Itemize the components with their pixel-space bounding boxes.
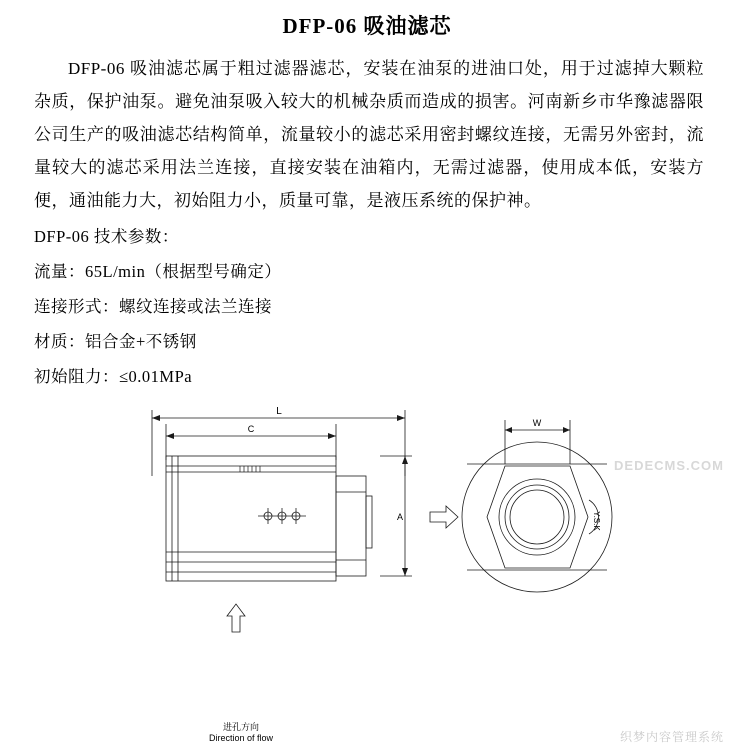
flow-direction-en: Direction of flow: [208, 733, 274, 743]
spec-material: 材质：铝合金+不锈钢: [34, 332, 197, 351]
dim-label-A: A: [396, 512, 404, 522]
intro-paragraph: DFP-06 吸油滤芯属于粗过滤器滤芯，安装在油泵的进油口处，用于过滤掉大颗粒杂质，保护油泵。避免油泵吸入较大的机械杂质而造成的损害。河南新乡市华豫滤器限公司生产的吸油滤芯结构简单，流量较小的滤芯采用密封螺纹连接，无需另外密封，流量较大的滤芯采用法兰连接，直接安装在油箱内，无需过滤器，使用成本低，安装方便，通油能力大，初始阻力小，质量可靠，是液压系统的保护神。: [34, 59, 704, 210]
flow-direction-cn: 进孔方向: [222, 722, 259, 732]
spec-flow: 流量：65L/min（根据型号确定）: [34, 262, 282, 281]
watermark-bottom: 织梦内容管理系统: [619, 730, 724, 744]
spec-heading: DFP-06 技术参数：: [34, 227, 179, 246]
watermark-top: DEDECMS.COM: [614, 458, 724, 473]
page-title: DFP-06 吸油滤芯: [282, 14, 452, 38]
document-page: [0, 10, 734, 751]
brand-mark-label: Y.S.K: [592, 511, 601, 531]
dim-label-L: L: [276, 406, 282, 417]
spec-resistance: 初始阻力：≤0.01MPa: [34, 367, 193, 386]
dim-label-W: W: [532, 418, 542, 428]
spec-block: [0, 219, 734, 394]
spec-connection: 连接形式：螺纹连接或法兰连接: [34, 297, 272, 316]
dim-label-C: C: [247, 424, 255, 434]
technical-drawing: [0, 404, 734, 674]
